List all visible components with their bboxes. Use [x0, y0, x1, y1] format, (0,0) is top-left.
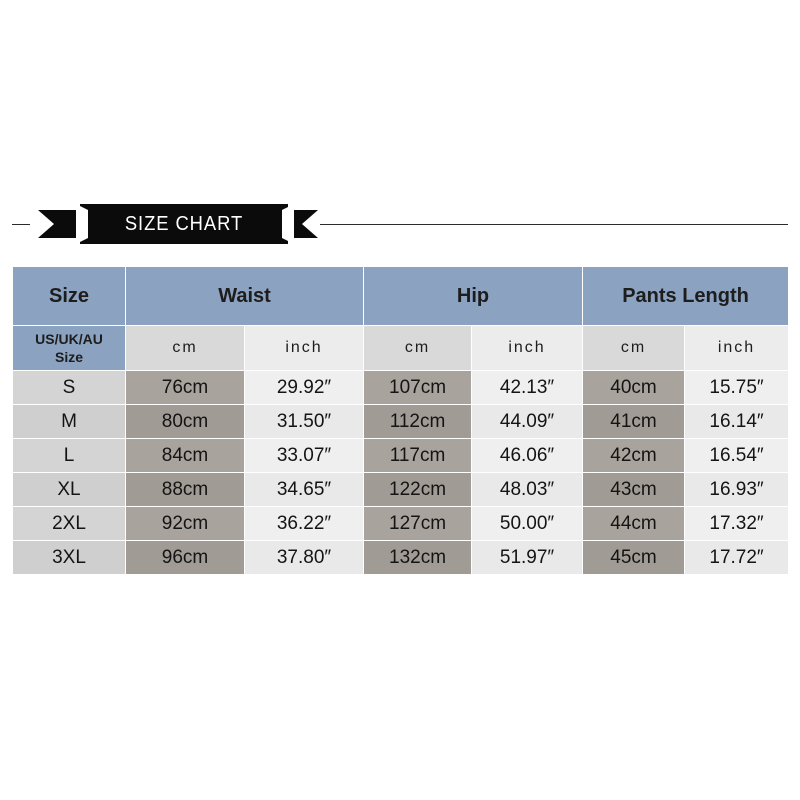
table-row	[13, 439, 789, 473]
cell-length-cm: 44cm	[583, 507, 685, 541]
cell-length-cm: 41cm	[583, 405, 685, 439]
cell-length-inch: 15.75″	[685, 371, 789, 405]
cell-hip-cm: 132cm	[364, 541, 472, 575]
ribbon	[32, 200, 322, 248]
header-length-cm: cm	[583, 326, 685, 371]
header-size-region-line1: US/UK/AU	[35, 331, 103, 347]
header-hip: Hip	[364, 267, 583, 326]
table-row	[13, 473, 789, 507]
size-chart-table	[12, 266, 789, 575]
cell-length-cm: 43cm	[583, 473, 685, 507]
cell-size: 3XL	[13, 541, 126, 575]
cell-hip-cm: 107cm	[364, 371, 472, 405]
cell-waist-cm: 80cm	[126, 405, 245, 439]
cell-hip-inch: 48.03″	[472, 473, 583, 507]
cell-length-cm: 42cm	[583, 439, 685, 473]
table-row	[13, 507, 789, 541]
cell-length-inch: 16.93″	[685, 473, 789, 507]
cell-hip-inch: 50.00″	[472, 507, 583, 541]
table-row	[13, 541, 789, 575]
header-length-inch: inch	[685, 326, 789, 371]
cell-hip-cm: 122cm	[364, 473, 472, 507]
cell-hip-inch: 51.97″	[472, 541, 583, 575]
cell-length-cm: 45cm	[583, 541, 685, 575]
header-pants-length: Pants Length	[583, 267, 789, 326]
header-size-region-line2: Size	[54, 349, 83, 365]
cell-hip-cm: 127cm	[364, 507, 472, 541]
table-row	[13, 405, 789, 439]
cell-size: XL	[13, 473, 126, 507]
size-chart-banner	[0, 200, 800, 252]
cell-waist-inch: 29.92″	[245, 371, 364, 405]
ribbon-notch-right	[282, 204, 294, 244]
cell-length-inch: 16.54″	[685, 439, 789, 473]
header-hip-cm: cm	[364, 326, 472, 371]
cell-size: 2XL	[13, 507, 126, 541]
table-group-header-row	[13, 267, 789, 326]
cell-waist-inch: 34.65″	[245, 473, 364, 507]
table-row	[13, 371, 789, 405]
cell-length-inch: 16.14″	[685, 405, 789, 439]
cell-hip-inch: 46.06″	[472, 439, 583, 473]
cell-waist-inch: 33.07″	[245, 439, 364, 473]
cell-waist-inch: 36.22″	[245, 507, 364, 541]
cell-waist-inch: 31.50″	[245, 405, 364, 439]
cell-waist-cm: 92cm	[126, 507, 245, 541]
cell-length-inch: 17.32″	[685, 507, 789, 541]
header-waist-cm: cm	[126, 326, 245, 371]
cell-waist-cm: 76cm	[126, 371, 245, 405]
header-size: Size	[13, 267, 126, 326]
header-hip-inch: inch	[472, 326, 583, 371]
cell-size: S	[13, 371, 126, 405]
table-unit-header-row	[13, 326, 789, 371]
cell-size: L	[13, 439, 126, 473]
cell-waist-inch: 37.80″	[245, 541, 364, 575]
banner-title: SIZE CHART	[124, 213, 244, 235]
cell-size: M	[13, 405, 126, 439]
cell-hip-cm: 117cm	[364, 439, 472, 473]
header-size-region	[13, 326, 126, 371]
cell-waist-cm: 84cm	[126, 439, 245, 473]
cell-hip-cm: 112cm	[364, 405, 472, 439]
cell-hip-inch: 42.13″	[472, 371, 583, 405]
header-waist-inch: inch	[245, 326, 364, 371]
cell-length-inch: 17.72″	[685, 541, 789, 575]
cell-length-cm: 40cm	[583, 371, 685, 405]
cell-waist-cm: 88cm	[126, 473, 245, 507]
ribbon-notch-left	[76, 204, 88, 244]
header-waist: Waist	[126, 267, 364, 326]
cell-hip-inch: 44.09″	[472, 405, 583, 439]
cell-waist-cm: 96cm	[126, 541, 245, 575]
